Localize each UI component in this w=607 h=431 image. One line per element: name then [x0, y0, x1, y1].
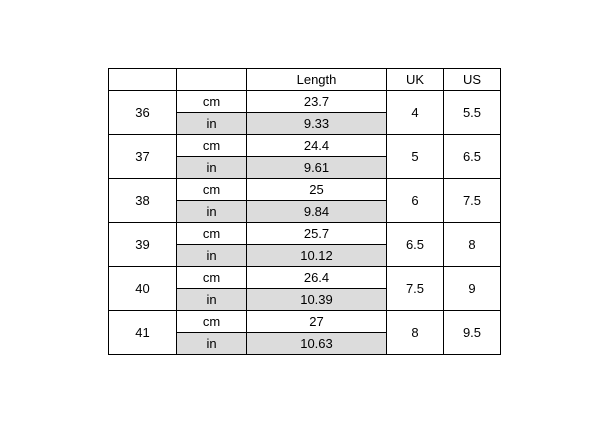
cell-length-cm: 26.4 [247, 267, 387, 289]
header-length: Length [247, 69, 387, 91]
table-row [109, 267, 501, 289]
cell-length-in: 9.61 [247, 157, 387, 179]
cell-unit-cm: cm [177, 91, 247, 113]
header-size-blank [109, 69, 177, 91]
header-unit-blank [177, 69, 247, 91]
cell-length-cm: 23.7 [247, 91, 387, 113]
cell-unit-in: in [177, 289, 247, 311]
header-us: US [444, 69, 501, 91]
cell-length-in: 9.33 [247, 113, 387, 135]
cell-uk: 7.5 [387, 267, 444, 311]
table-header-row [109, 69, 501, 91]
cell-us: 6.5 [444, 135, 501, 179]
cell-unit-cm: cm [177, 223, 247, 245]
cell-size: 41 [109, 311, 177, 355]
cell-length-in: 10.63 [247, 333, 387, 355]
cell-unit-cm: cm [177, 135, 247, 157]
cell-unit-in: in [177, 157, 247, 179]
cell-uk: 6 [387, 179, 444, 223]
cell-unit-in: in [177, 201, 247, 223]
size-chart-container [108, 68, 500, 355]
cell-us: 9.5 [444, 311, 501, 355]
table-header [109, 69, 501, 91]
cell-us: 7.5 [444, 179, 501, 223]
cell-us: 9 [444, 267, 501, 311]
cell-unit-cm: cm [177, 267, 247, 289]
table-row [109, 91, 501, 113]
table-row [109, 179, 501, 201]
cell-length-cm: 25.7 [247, 223, 387, 245]
cell-size: 38 [109, 179, 177, 223]
cell-uk: 5 [387, 135, 444, 179]
cell-size: 40 [109, 267, 177, 311]
cell-length-cm: 24.4 [247, 135, 387, 157]
cell-us: 5.5 [444, 91, 501, 135]
cell-unit-in: in [177, 245, 247, 267]
table-row [109, 223, 501, 245]
cell-uk: 8 [387, 311, 444, 355]
cell-size: 39 [109, 223, 177, 267]
shoe-size-table [108, 68, 501, 355]
cell-unit-in: in [177, 333, 247, 355]
header-uk: UK [387, 69, 444, 91]
cell-length-in: 9.84 [247, 201, 387, 223]
cell-length-cm: 27 [247, 311, 387, 333]
cell-us: 8 [444, 223, 501, 267]
cell-unit-in: in [177, 113, 247, 135]
cell-unit-cm: cm [177, 311, 247, 333]
cell-length-in: 10.12 [247, 245, 387, 267]
cell-size: 37 [109, 135, 177, 179]
cell-uk: 6.5 [387, 223, 444, 267]
table-row [109, 135, 501, 157]
cell-unit-cm: cm [177, 179, 247, 201]
table-row [109, 311, 501, 333]
cell-uk: 4 [387, 91, 444, 135]
cell-length-cm: 25 [247, 179, 387, 201]
table-body [109, 91, 501, 355]
cell-length-in: 10.39 [247, 289, 387, 311]
cell-size: 36 [109, 91, 177, 135]
